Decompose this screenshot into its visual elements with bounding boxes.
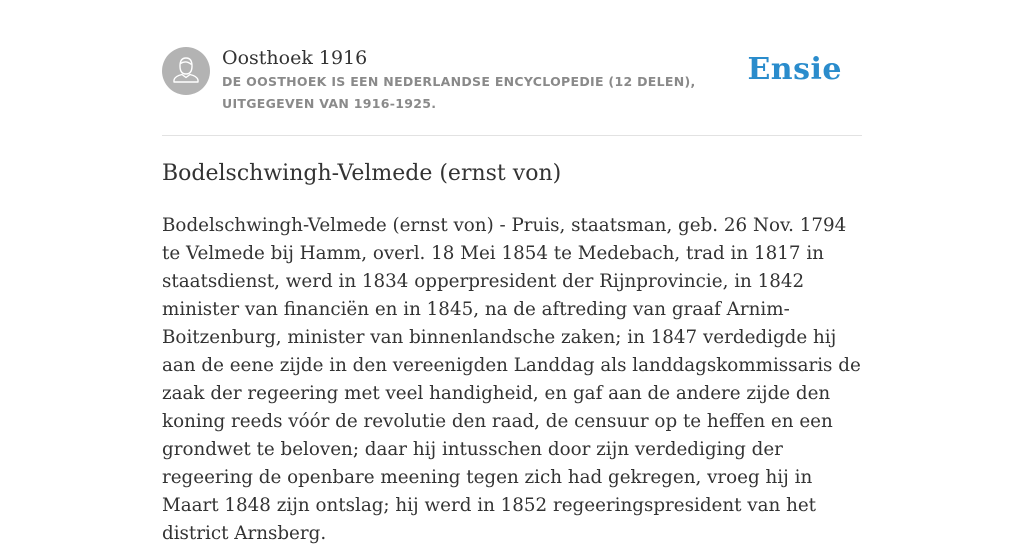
- entry-title: Bodelschwingh-Velmede (ernst von): [162, 161, 562, 186]
- source-description: DE OOSTHOEK IS EEN NEDERLANDSE ENCYCLOPEDIE (12 DELEN), UITGEGEVEN VAN 1916-1925.: [222, 74, 696, 111]
- source-header: [162, 46, 862, 136]
- source-avatar[interactable]: [162, 47, 210, 95]
- page: [162, 0, 862, 544]
- brand-logo[interactable]: Ensie: [747, 52, 842, 87]
- header-divider: [162, 135, 862, 136]
- entry-body: Bodelschwingh-Velmede (ernst von) - Pruis, staatsman, geb. 26 Nov. 1794 te Velmede bij Hamm, overl. 18 Mei 1854 te Medebach, trad in 1817 in staatsdienst, werd in 1834 opperpresident der Rijnprovincie, in 1842 minister van financiën en in 1845, na de aftreding van graaf Arnim-Boitzenburg, minister van binnenlandsche zaken; in 1847 verdedigde hij aan de eene zijde in den vereenigden Landdag als landdagskommissaris de zaak der regeering met veel handigheid, en gaf aan de andere zijde den koning reeds vóór de revolutie den raad, de censuur op te heffen en een grondwet te beloven; daar hij intusschen door zijn verdediging der regeering de openbare meening tegen zich had gekregen, vroeg hij in Maart 1848 zijn ontslag; hij werd in 1852 regeeringspresident van het district Arnsberg.: [162, 215, 861, 544]
- user-icon: [162, 47, 210, 95]
- source-title[interactable]: Oosthoek 1916: [222, 47, 368, 69]
